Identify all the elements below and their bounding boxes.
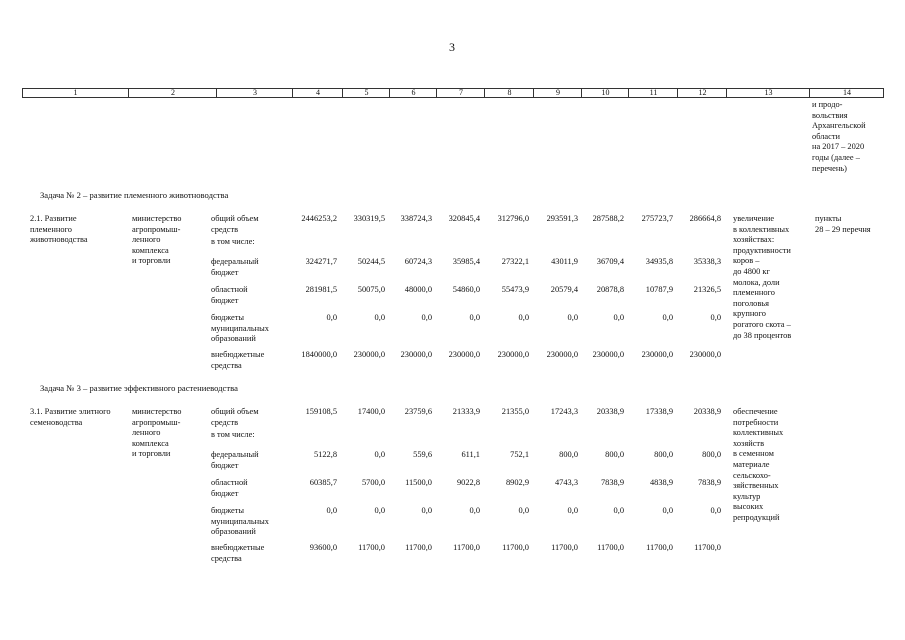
funding-value: 800,0 [605, 450, 624, 459]
funding-value: 11700,0 [646, 543, 673, 552]
funding-value: 20338,9 [596, 407, 624, 416]
funding-value: 0,0 [518, 506, 529, 515]
funding-value: 800,0 [654, 450, 673, 459]
column-number: 1 [73, 88, 78, 97]
funding-value: 0,0 [567, 506, 578, 515]
executor: министерство агропромыш- ленного комплекса и торговли [132, 214, 182, 266]
funding-value: 11700,0 [453, 543, 480, 552]
page-number: 3 [449, 40, 455, 54]
funding-value: 5122,8 [313, 450, 337, 459]
funding-value: 2446253,2 [301, 214, 337, 223]
funding-source-label: внебюджетные средства [211, 350, 265, 370]
funding-value: 275723,7 [641, 214, 673, 223]
funding-value: 20878,8 [596, 285, 624, 294]
funding-value: 11700,0 [551, 543, 578, 552]
funding-value: 50075,0 [357, 285, 385, 294]
funding-value: 0,0 [421, 506, 432, 515]
funding-value: 0,0 [567, 313, 578, 322]
funding-value: 17338,9 [645, 407, 673, 416]
funding-value: 230000,0 [592, 350, 624, 359]
funding-value: 230000,0 [546, 350, 578, 359]
funding-value: 7838,9 [600, 478, 624, 487]
funding-value: 21355,0 [501, 407, 529, 416]
expected-result: обеспечение потребности коллективных хозяйств в семенном материале сельскохо- зяйственных культур высоких репродукций [733, 407, 784, 522]
funding-value: 35985,4 [452, 257, 480, 266]
funding-source-label: областной бюджет [211, 285, 248, 305]
funding-value: 230000,0 [448, 350, 480, 359]
funding-value: 230000,0 [641, 350, 673, 359]
funding-value: 17243,3 [550, 407, 578, 416]
funding-value: 60724,3 [404, 257, 432, 266]
funding-value: 330319,5 [353, 214, 385, 223]
task-title: Задача № 2 – развитие племенного животноводства [40, 190, 229, 200]
funding-value: 230000,0 [400, 350, 432, 359]
column-number: 14 [809, 89, 884, 97]
funding-value: 23759,6 [404, 407, 432, 416]
funding-value: 0,0 [662, 506, 673, 515]
funding-source-label: внебюджетные средства [211, 543, 265, 563]
funding-value: 11700,0 [405, 543, 432, 552]
measure-name: 3.1. Развитие элитного семеноводства [30, 407, 111, 427]
funding-value: 35338,3 [693, 257, 721, 266]
funding-value: 0,0 [613, 506, 624, 515]
funding-value: 11700,0 [358, 543, 385, 552]
funding-source-label: общий объем средств [211, 407, 259, 427]
funding-value: 60385,7 [309, 478, 337, 487]
funding-value: 27322,1 [501, 257, 529, 266]
measure-name: 2.1. Развитие племенного животноводства [30, 214, 88, 245]
funding-value: 611,1 [461, 450, 480, 459]
funding-value: 0,0 [469, 313, 480, 322]
funding-value: 324271,7 [305, 257, 337, 266]
funding-value: 0,0 [518, 313, 529, 322]
funding-source-label: бюджеты муниципальных образований [211, 313, 269, 344]
funding-value: 0,0 [469, 506, 480, 515]
expected-result: увеличение в коллективных хозяйствах: продуктивности коров – до 4800 кг молока, доли племенного поголовья крупного рогатого скота – до 38 процентов [733, 214, 792, 340]
funding-value: 0,0 [710, 313, 721, 322]
funding-value: 230000,0 [689, 350, 721, 359]
column-number: 4 [292, 89, 343, 97]
funding-value: 34935,8 [645, 257, 673, 266]
funding-value: 0,0 [421, 313, 432, 322]
funding-value: 0,0 [374, 506, 385, 515]
column-number: 3 [216, 89, 293, 97]
column-number: 10 [581, 89, 629, 97]
funding-value: 20579,4 [550, 285, 578, 294]
funding-value: 800,0 [559, 450, 578, 459]
funding-value: 5700,0 [361, 478, 385, 487]
funding-value: 54860,0 [452, 285, 480, 294]
funding-value: 11700,0 [694, 543, 721, 552]
funding-value: 230000,0 [353, 350, 385, 359]
funding-value: 752,1 [510, 450, 529, 459]
funding-value: 0,0 [710, 506, 721, 515]
reference-text: пункты 28 – 29 перечня [815, 214, 871, 234]
funding-value: 320845,4 [448, 214, 480, 223]
funding-value: 800,0 [702, 450, 721, 459]
column-number: 12 [677, 89, 727, 97]
funding-source-label: в том числе: [211, 430, 255, 439]
funding-value: 338724,3 [400, 214, 432, 223]
funding-value: 4743,3 [554, 478, 578, 487]
funding-value: 20338,9 [693, 407, 721, 416]
funding-source-label: общий объем средств [211, 214, 259, 234]
funding-value: 4838,9 [649, 478, 673, 487]
column-number-header [22, 88, 884, 98]
funding-value: 11700,0 [502, 543, 529, 552]
funding-value: 7838,9 [697, 478, 721, 487]
funding-value: 21333,9 [452, 407, 480, 416]
funding-source-label: федеральный бюджет [211, 257, 259, 277]
funding-value: 293591,3 [546, 214, 578, 223]
column-number: 13 [726, 89, 810, 97]
funding-value: 21326,5 [693, 285, 721, 294]
column-number: 5 [342, 89, 390, 97]
column-number: 9 [533, 89, 582, 97]
column-number: 8 [484, 89, 534, 97]
funding-value: 159108,5 [305, 407, 337, 416]
executor: министерство агропромыш- ленного комплекса и торговли [132, 407, 182, 459]
funding-value: 48000,0 [404, 285, 432, 294]
funding-value: 36709,4 [596, 257, 624, 266]
funding-value: 281981,5 [305, 285, 337, 294]
funding-value: 55473,9 [501, 285, 529, 294]
column-number: 2 [128, 89, 217, 97]
funding-value: 0,0 [326, 313, 337, 322]
continuation-text: и продо- вольствия Архангельской области на 2017 – 2020 годы (далее – перечень) [812, 100, 866, 173]
funding-value: 286664,8 [689, 214, 721, 223]
funding-value: 559,6 [413, 450, 432, 459]
column-number: 7 [436, 89, 485, 97]
funding-value: 1840000,0 [301, 350, 337, 359]
funding-value: 93600,0 [309, 543, 337, 552]
funding-value: 11700,0 [597, 543, 624, 552]
funding-source-label: федеральный бюджет [211, 450, 259, 470]
funding-value: 17400,0 [357, 407, 385, 416]
column-number: 11 [628, 89, 678, 97]
task-title: Задача № 3 – развитие эффективного растениеводства [40, 383, 238, 393]
funding-value: 8902,9 [505, 478, 529, 487]
funding-source-label: в том числе: [211, 237, 255, 246]
column-number: 6 [389, 89, 437, 97]
funding-value: 0,0 [374, 313, 385, 322]
funding-value: 312796,0 [497, 214, 529, 223]
funding-value: 10787,9 [645, 285, 673, 294]
funding-value: 0,0 [374, 450, 385, 459]
funding-value: 0,0 [613, 313, 624, 322]
funding-value: 0,0 [326, 506, 337, 515]
funding-value: 287588,2 [592, 214, 624, 223]
funding-value: 0,0 [662, 313, 673, 322]
funding-value: 9022,8 [456, 478, 480, 487]
funding-value: 50244,5 [357, 257, 385, 266]
funding-value: 43011,9 [551, 257, 578, 266]
funding-value: 230000,0 [497, 350, 529, 359]
funding-value: 11500,0 [405, 478, 432, 487]
funding-source-label: областной бюджет [211, 478, 248, 498]
funding-source-label: бюджеты муниципальных образований [211, 506, 269, 537]
